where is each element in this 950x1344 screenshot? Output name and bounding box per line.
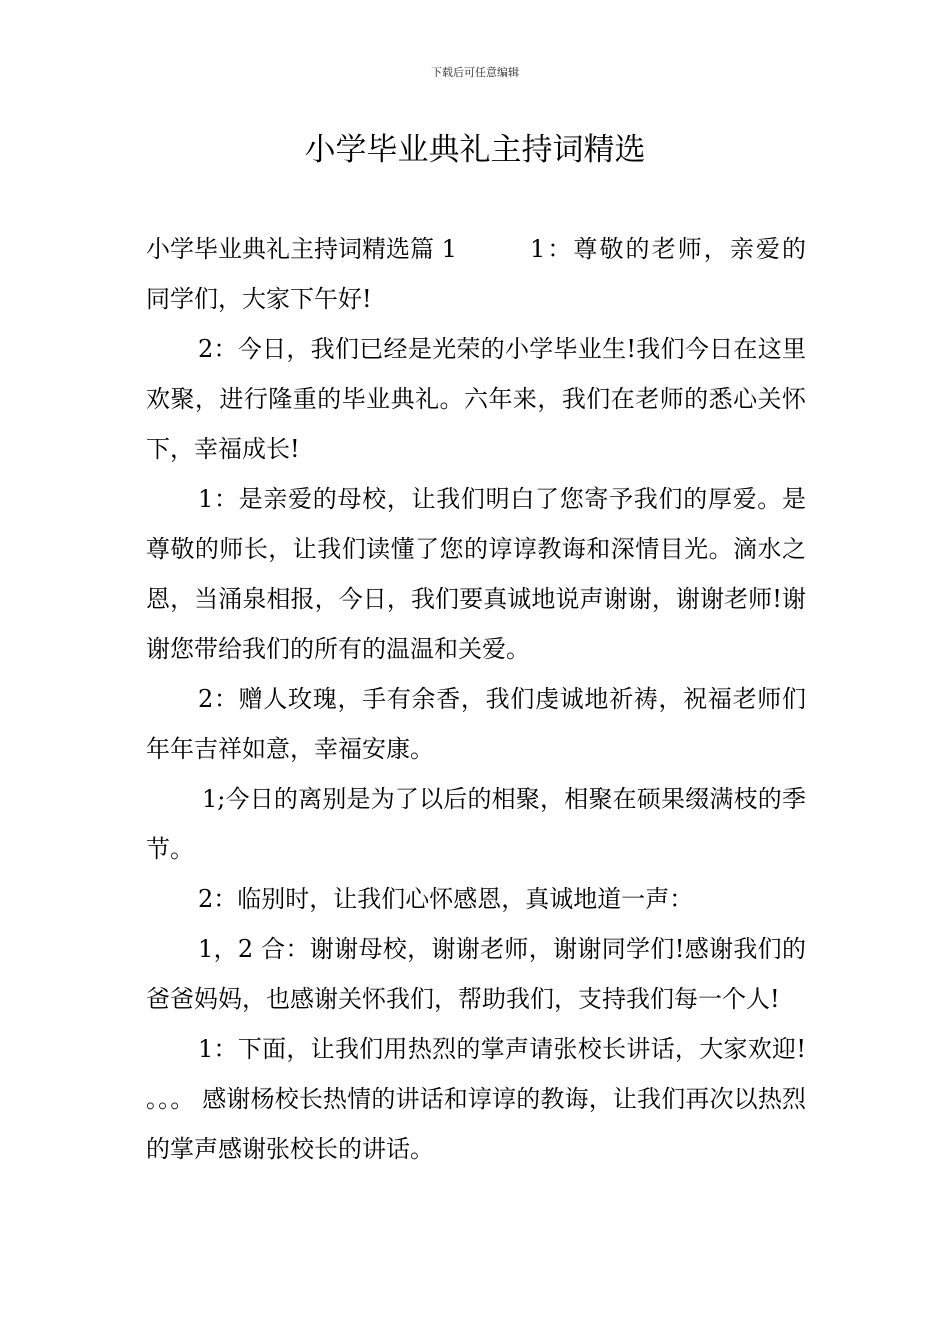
document-body [146,224,806,1174]
paragraph-8: 1：下面，让我们用热烈的掌声请张校长讲话，大家欢迎! 。。。 感谢杨校长热情的讲话和谆谆的教诲，让我们再次以热烈的掌声感谢张校长的讲话。 [146,1035,806,1163]
paragraph-4: 2：赠人玫瑰，手有余香，我们虔诚地祈祷，祝福老师们年年吉祥如意，幸福安康。 [146,685,806,763]
paragraph-1-text: 1：尊敬的老师，亲爱的同学们，大家下午好! [146,235,806,313]
section-heading: 小学毕业典礼主持词精选篇 1 [146,235,457,263]
paragraph-2: 2：今日，我们已经是光荣的小学毕业生!我们今日在这里欢聚，进行隆重的毕业典礼。六年来，我们在老师的悉心关怀下，幸福成长! [146,335,806,463]
paragraph-6: 2：临别时，让我们心怀感恩，真诚地道一声： [198,885,694,913]
header-note: 下载后可任意编辑 [431,66,519,79]
document-title: 小学毕业典礼主持词精选 [304,132,646,168]
paragraph-1 [146,224,806,324]
paragraph-3: 1：是亲爱的母校，让我们明白了您寄予我们的厚爱。是尊敬的师长，让我们读懂了您的谆谆教诲和深情目光。滴水之恩，当涌泉相报，今日，我们要真诚地说声谢谢，谢谢老师!谢谢您带给我们的所有的温温和关爱。 [146,485,806,663]
paragraph-7: 1，2 合：谢谢母校，谢谢老师，谢谢同学们!感谢我们的爸爸妈妈，也感谢关怀我们，帮助我们，支持我们每一个人! [146,935,806,1013]
paragraph-5: 1;今日的离别是为了以后的相聚，相聚在硕果缀满枝的季节。 [146,785,806,863]
